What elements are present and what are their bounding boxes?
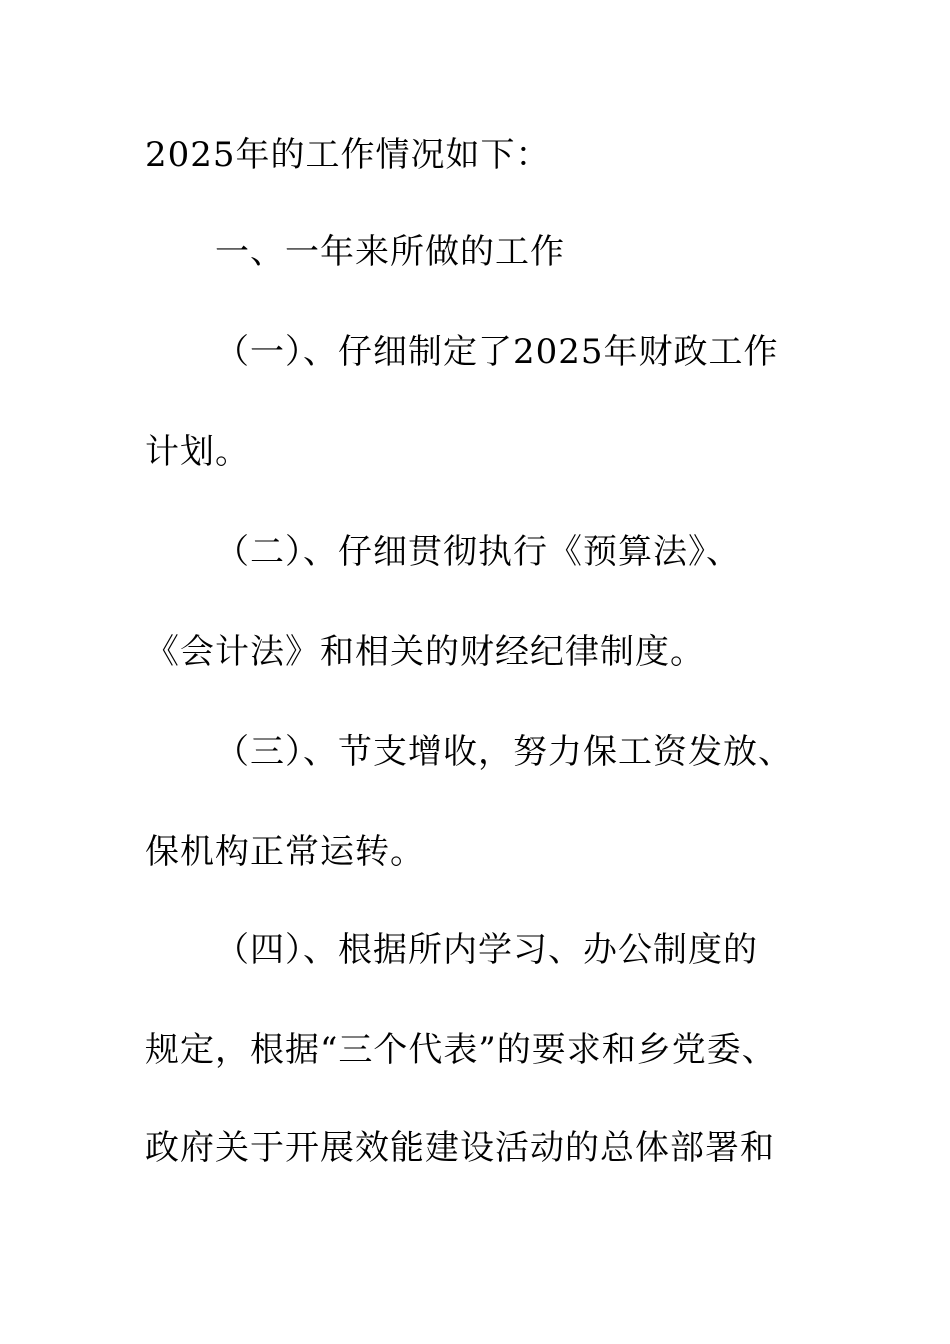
text-line-intro: 2025年的工作情况如下：	[145, 135, 551, 175]
item-4-line-1: （四）、根据所内学习、办公制度的	[215, 930, 758, 970]
item-4-line-2: 规定，根据“三个代表”的要求和乡党委、	[145, 1030, 777, 1070]
item-3-line-1: （三）、节支增收，努力保工资发放、	[215, 732, 793, 772]
item-3-line-2: 保机构正常运转。	[145, 832, 425, 872]
item-2-line-2: 《会计法》和相关的财经纪律制度。	[145, 632, 705, 672]
item-1-line-1: （一）、仔细制定了2025年财政工作	[215, 332, 779, 372]
section-heading: 一、一年来所做的工作	[215, 232, 565, 272]
item-1-line-2: 计划。	[145, 432, 250, 472]
item-4-line-3: 政府关于开展效能建设活动的总体部署和	[145, 1128, 775, 1168]
item-2-line-1: （二）、仔细贯彻执行《预算法》、	[215, 532, 741, 572]
